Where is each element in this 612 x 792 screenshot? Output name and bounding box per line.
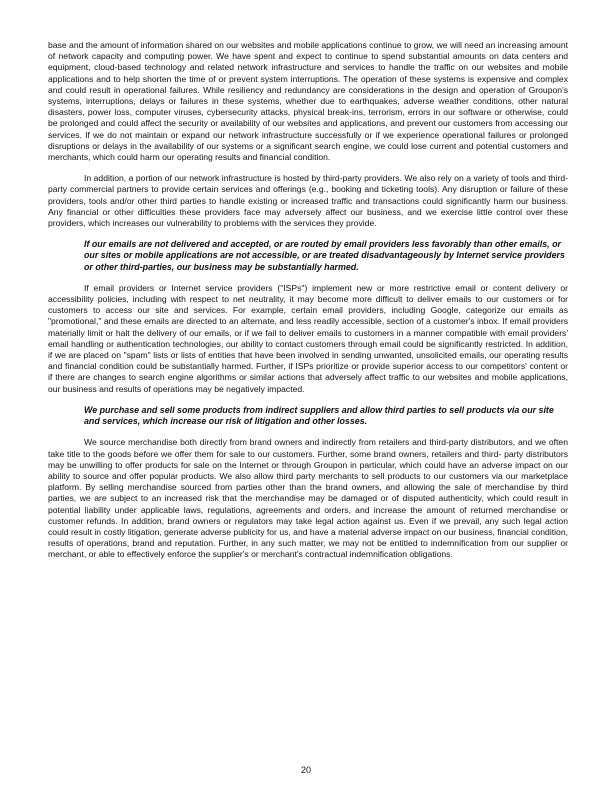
paragraph-third-party-providers: In addition, a portion of our network infrastructure is hosted by third-party providers. We also rely on a variety of tools and third-party commercial partners to provide certain services and offerings (e.g., booking and ticketing tools). Any disruption or failure of these providers, tools and/or other third parties to handle existing or increased traffic and transactions could significantly harm our business. Any financial or other difficulties these providers face may adversely affect our business, and we exercise little control over these providers, which increases our vulnerability to problems with the services they provide. [48, 173, 568, 229]
risk-heading-email-delivery: If our emails are not delivered and accepted, or are routed by email providers less favorably than other emails, or our sites or mobile applications are not accessible, or are treated disadvantageously by Internet service providers or other third-parties, our business may be substantially harmed. [84, 239, 565, 272]
page-number: 20 [300, 765, 311, 775]
risk-heading-indirect-suppliers: We purchase and sell some products from indirect suppliers and allow third parties to sell products via our site and services, which increase our risk of litigation and other losses. [84, 404, 554, 427]
paragraph-email-providers: If email providers or Internet service providers ("ISPs") implement new or more restrictive email or content delivery or accessibility policies, including with respect to net neutrality, it may become more difficult to deliver emails to our customers or for customers to access our site and services. For example, certain email providers, including Google, categorize our emails as "promotional," and these emails are directed to an alternate, and less readily accessible, section of a customer's inbox. If email providers materially limit or halt the delivery of our emails, or if we fail to deliver emails to customers in a manner compatible with email providers' email handling or authentication technologies, our ability to contact customers through email could be significantly restricted. In addition, if we are placed on "spam" lists or lists of entities that have been involved in sending unwanted, unsolicited emails, our operating results and financial condition could be substantially harmed. Further, if ISPs prioritize or provide superior access to our competitors' content or if there are changes to search engine algorithms or similar actions that adversely affect traffic to our websites and mobile applications, our business and results of operations may be negatively impacted. [48, 282, 568, 394]
paragraph-merchandise-sourcing: We source merchandise both directly from brand owners and indirectly from retailers and third-party distributors, and we often take title to the goods before we offer them for sale to our customers. Further, some brand owners, retailers and third- party distributors may be unwilling to offer products for sale on the Internet or through Groupon in particular, which could have an adverse impact on our ability to source and offer popular products. We also allow third party merchants to sell products to our customers via our marketplace platform. By selling merchandise sourced from parties other than the brand owners, and allowing the sale of merchandise by third parties, we are subject to an increased risk that the merchandise may be damaged or of disputed authenticity, which could result in potential liability under applicable laws, regulations, agreements and orders, and increase the amount of returned merchandise or customer refunds. In addition, brand owners or regulators may take legal action against us. Even if we prevail, any such legal action could result in costly litigation, generate adverse publicity for us, and have a material adverse impact on our business, financial condition, results of operations, brand and reputation. Further, in any such matter, we may not be entitled to indemnification from our supplier or merchant, or able to effectively enforce the supplier's or merchant's contractual indemnification obligations. [48, 437, 568, 560]
page-content [48, 40, 568, 571]
paragraph-network-capacity: base and the amount of information shared on our websites and mobile applications continue to grow, we will need an increasing amount of network capacity and computing power. We have spent and expect to continue to spend substantial amounts on data centers and equipment, cloud-based technology and related network infrastructure and services to handle the traffic on our websites and mobile applications and to help shorten the time of or prevent system interruptions. The operation of these systems is expensive and complex and could result in operational failures. While resiliency and redundancy are considerations in the design and operation of Groupon's systems, interruptions, delays or failures in these systems, whether due to earthquakes, adverse weather conditions, other natural disasters, power loss, computer viruses, cybersecurity attacks, physical break-ins, terrorism, errors in our software or otherwise, could be prolonged and could affect the security or availability of our websites and applications, and prevent our customers from accessing our services. If we do not maintain or expand our network infrastructure successfully or if we experience operational failures or prolonged disruptions or delays in the availability of our systems or a significant search engine, we could lose current and potential customers and merchants, which could harm our operating results and financial condition. [48, 40, 568, 163]
